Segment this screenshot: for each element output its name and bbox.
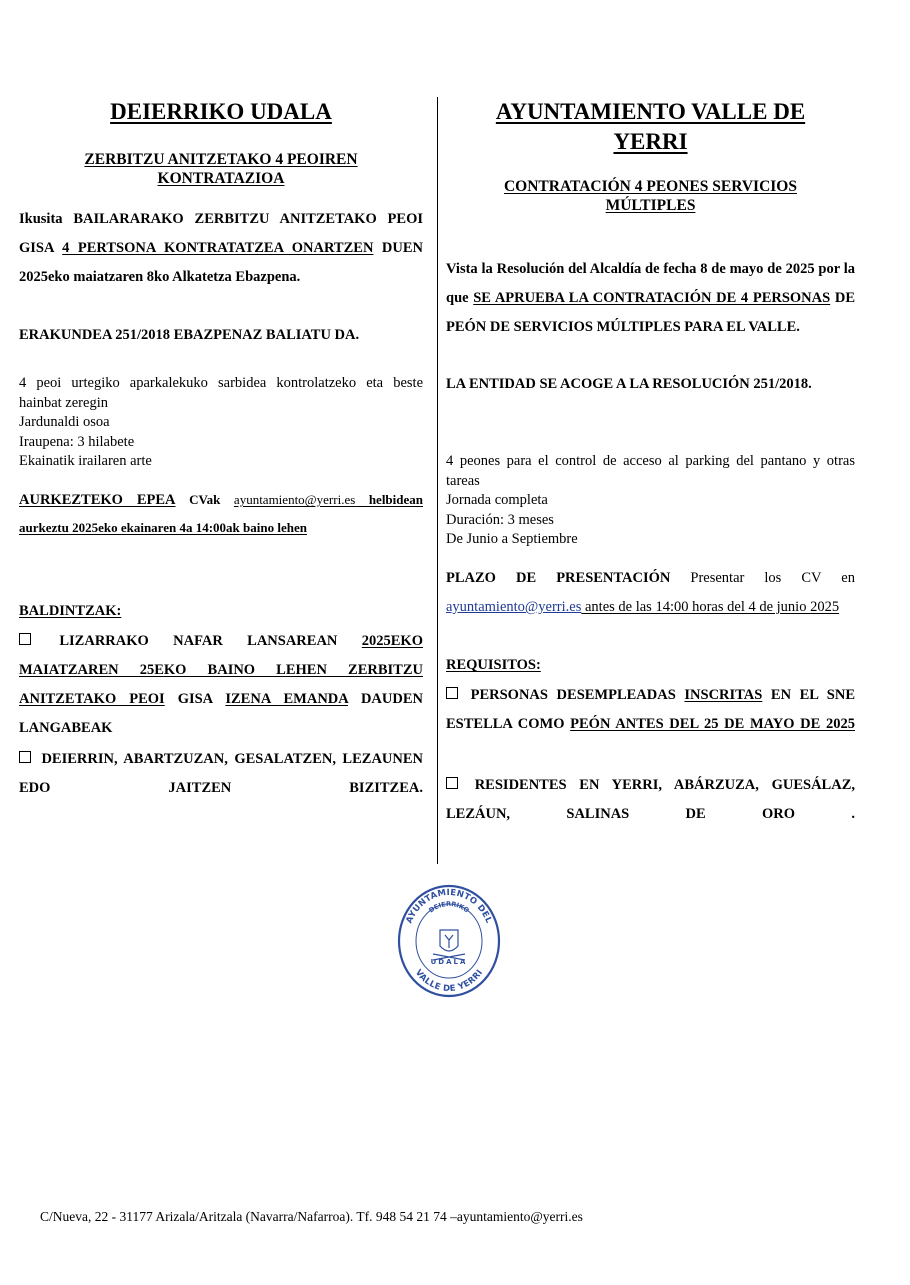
checkbox-icon — [446, 777, 458, 789]
left-entity-statement: ERAKUNDEA 251/2018 EBAZPENAZ BALIATU DA. — [19, 327, 360, 343]
right-details — [446, 452, 855, 550]
right-deadline: PLAZO DE PRESENTACIÓN Presentar los CV en ayuntamiento@yerri.es antes de las 14:00 horas del 4 de junio 2025 — [446, 570, 855, 615]
footer-address: C/Nueva, 22 - 31177 Arizala/Aritzala (Navarra/Nafarroa). Tf. 948 54 21 74 –ayuntamiento@yerri.es — [40, 1209, 583, 1224]
left-intro-paragraph: Ikusita BAILARARAKO ZERBITZU ANITZETAKO PEOI GISA 4 PERTSONA KONTRATATZEA ONARTZEN DUEN 2025eko maiatzaren 8ko Alkatetza Ebazpena. — [19, 211, 423, 285]
left-detail-line: 4 peoi urtegiko aparkalekuko sarbidea kontrolatzeko eta beste hainbat zeregin — [19, 375, 423, 411]
left-requirements-title: BALDINTZAK: — [19, 603, 122, 619]
left-subtitle: ZERBITZU ANITZETAKO 4 PEOIREN KONTRATAZIOA — [84, 151, 358, 187]
svg-text:AYUNTAMIENTO DEL: AYUNTAMIENTO DEL — [404, 887, 494, 925]
right-detail-line: Duración: 3 meses — [446, 511, 554, 528]
column-divider — [437, 97, 438, 864]
checkbox-icon — [19, 751, 31, 763]
left-requirement-1: LIZARRAKO NAFAR LANSAREAN 2025EKO MAIATZAREN 25EKO BAINO LEHEN ZERBITZU ANITZETAKO PEOI GISA IZENA EMANDA DAUDEN LANGABEAK — [19, 633, 423, 736]
left-detail-line: Ekainatik irailaren arte — [19, 453, 152, 469]
right-requirement-2: RESIDENTES EN YERRI, ABÁRZUZA, GUESÁLAZ, LEZÁUN, SALINAS DE ORO . — [446, 777, 855, 822]
svg-text:DEIERRIKO: DEIERRIKO — [427, 899, 471, 915]
right-detail-line: 4 peones para el control de acceso al parking del pantano y otras tareas — [446, 453, 855, 489]
right-title: AYUNTAMIENTO VALLE DE YERRI — [495, 99, 806, 154]
right-requirements-title: REQUISITOS: — [446, 657, 541, 673]
official-seal-stamp — [397, 884, 501, 998]
right-detail-line: De Junio a Septiembre — [446, 531, 578, 547]
svg-text:VALLE DE YERRI: VALLE DE YERRI — [412, 967, 486, 995]
right-entity-statement: LA ENTIDAD SE ACOGE A LA RESOLUCIÓN 251/2018. — [446, 376, 812, 392]
checkbox-icon — [446, 687, 458, 699]
left-detail-line: Iraupena: 3 hilabete — [19, 433, 135, 450]
left-detail-line: Jardunaldi osoa — [19, 414, 110, 430]
left-details — [19, 374, 423, 472]
right-subtitle: CONTRATACIÓN 4 PEONES SERVICIOS MÚLTIPLES — [503, 178, 797, 214]
right-intro-paragraph: Vista la Resolución del Alcaldía de fecha 8 de mayo de 2025 por la que SE APRUEBA LA CONTRATACIÓN DE 4 PERSONAS DE PEÓN DE SERVICIOS MÚLTIPLES PARA EL VALLE. — [446, 261, 855, 335]
left-title: DEIERRIKO UDALA — [110, 99, 332, 124]
email-link[interactable]: ayuntamiento@yerri.es — [446, 599, 582, 615]
checkbox-icon — [19, 633, 31, 645]
left-deadline: AURKEZTEKO EPEA CVak ayuntamiento@yerri.es helbidean aurkeztu 2025eko ekainaren 4a 14:00ak baino lehen — [19, 492, 423, 535]
right-detail-line: Jornada completa — [446, 492, 548, 508]
left-requirement-2: DEIERRIN, ABARTZUZAN, GESALATZEN, LEZAUNEN EDO JAITZEN BIZITZEA. — [19, 751, 423, 796]
svg-text:UDALA: UDALA — [430, 958, 468, 966]
right-requirement-1: PERSONAS DESEMPLEADAS INSCRITAS EN EL SNE ESTELLA COMO PEÓN ANTES DEL 25 DE MAYO DE 2025 — [446, 687, 855, 732]
